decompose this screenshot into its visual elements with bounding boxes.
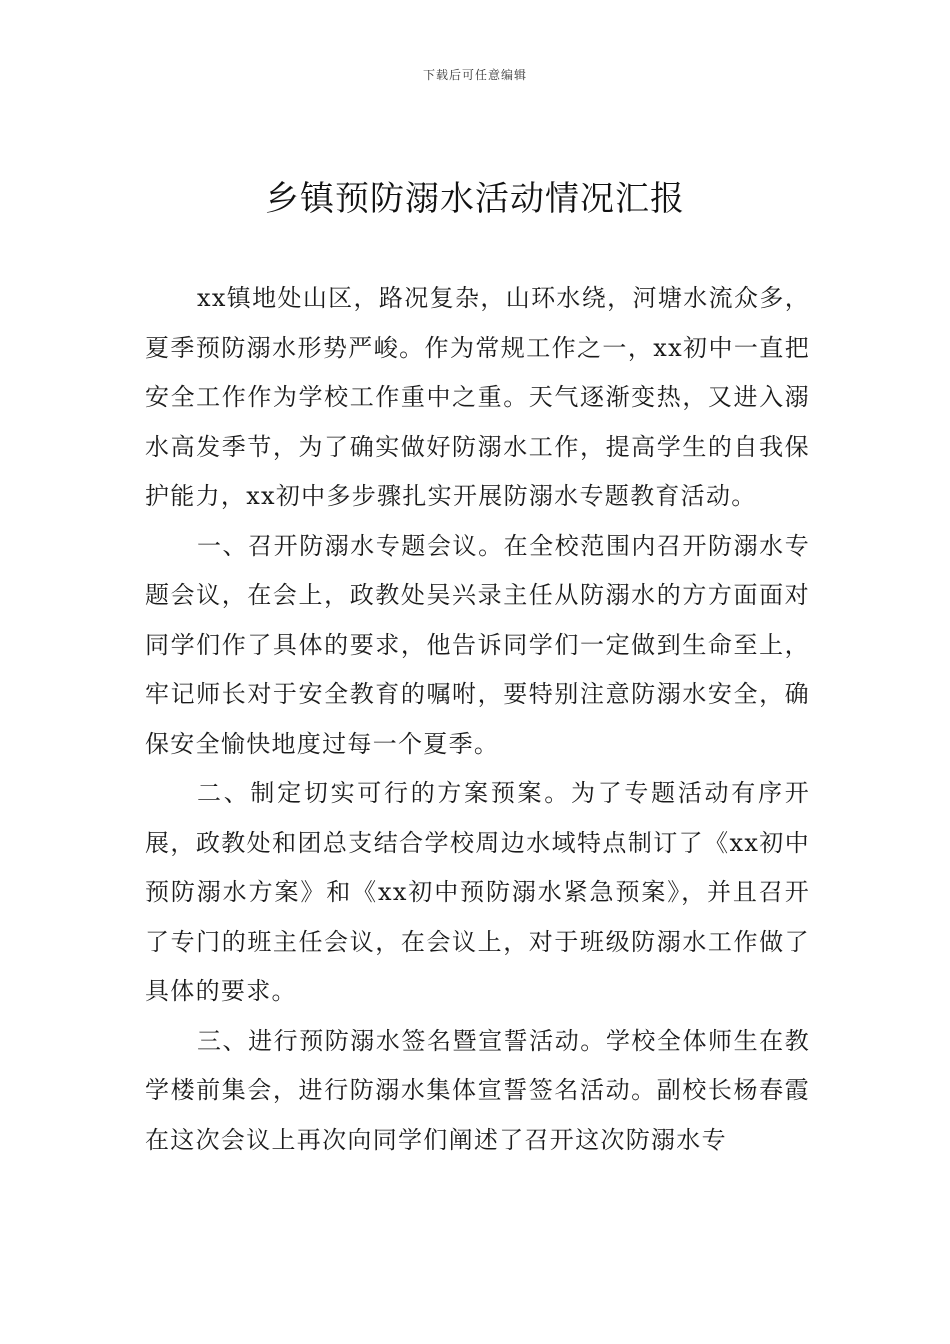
paragraph-section-1: 一、召开防溺水专题会议。在全校范围内召开防溺水专题会议，在会上，政教处吴兴录主任从防溺水的方方面面对同学们作了具体的要求，他告诉同学们一定做到生命至上，牢记师长对于安全教育的嘱咐，要特别注意防溺水安全，确保安全愉快地度过每一个夏季。 [145, 531, 810, 758]
paragraph-intro: xx镇地处山区，路况复杂，山环水绕，河塘水流众多，夏季预防溺水形势严峻。作为常规工作之一，xx初中一直把安全工作作为学校工作重中之重。天气逐渐变热，又进入溺水高发季节，为了确实做好防溺水工作，提高学生的自我保护能力，xx初中多步骤扎实开展防溺水专题教育活动。 [145, 284, 810, 510]
document-title: 乡镇预防溺水活动情况汇报 [265, 179, 685, 219]
document-body [145, 274, 810, 1165]
header-note: 下载后可任意编辑 [422, 68, 527, 82]
paragraph-section-2: 二、制定切实可行的方案预案。为了专题活动有序开展，政教处和团总支结合学校周边水域特点制订了《xx初中预防溺水方案》和《xx初中预防溺水紧急预案》，并且召开了专门的班主任会议，在会议上，对于班级防溺水工作做了具体的要求。 [145, 779, 810, 1005]
paragraph-section-3: 三、进行预防溺水签名暨宣誓活动。学校全体师生在教学楼前集会，进行防溺水集体宣誓签名活动。副校长杨春霞在这次会议上再次向同学们阐述了召开这次防溺水专 [145, 1026, 810, 1154]
